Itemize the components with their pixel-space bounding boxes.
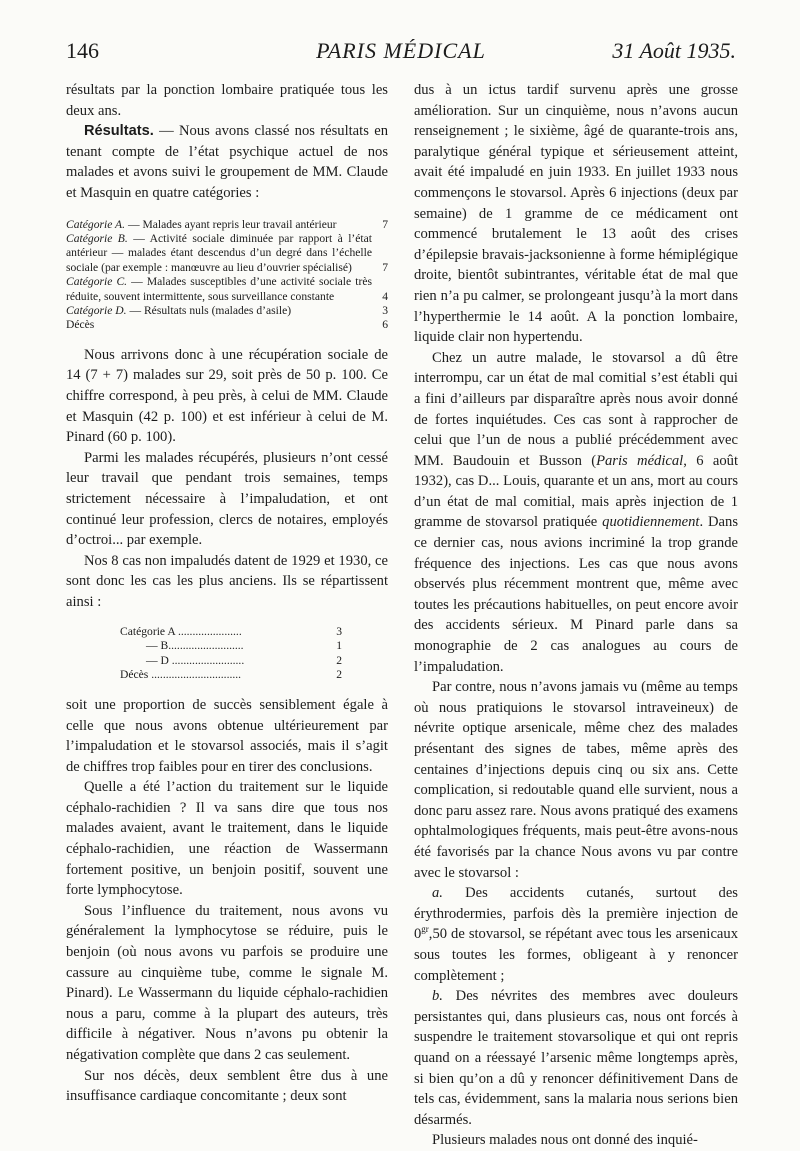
paragraph: Par contre, nous n’avons jamais vu (même au temps où nous pratiquions le stovarsol intraveineux) de névrite optique arsenicale, même chez des malades présentant des signes de tabes, même après des centaines d’injections depuis cinq ou six ans. Cette complication, si redoutable quand elle survient, nous a donc paru assez rare. Nous avons pratiqué des examens ophtalmologiques fréquents, mais peut-être avons-nous été favorisés par la chance Nous avons vu par contre avec le stovarsol : [414,679,738,881]
paragraph: résultats par la ponction lombaire pratiquée tous les deux ans. [66,82,388,119]
issue-date: 31 Août 1935. [612,38,736,63]
paragraph-text: Des accidents cutanés, surtout des érythrodermies, parfois dès la première injection de 0 [414,885,738,943]
paragraph: Parmi les malades récupérés, plusieurs n’ont cessé leur travail que pendant trois semaines, temps strictement nécessaire à l’impaludation, et ont continué leur profession, clercs de notaires, employés d’octroi... par exemple. [66,449,388,549]
category-label: Catégorie A. [66,217,126,231]
paragraph: Sur nos décès, deux semblent être dus à une insuffisance cardiaque concomitante ; deux sont [66,1067,388,1105]
paragraph-results [66,121,388,203]
list-marker: b. [432,988,443,1005]
category-label: Catégorie C. [66,275,128,289]
category-row [66,318,388,332]
category-text: — Résultats nuls (malades d’asile) [126,304,292,317]
table-value: 2 [336,653,342,667]
category-row [66,218,388,232]
category-text: — Activité sociale diminuée par rapport à l’état antérieur — malades étant descendus d’un degré dans l’échelle sociale (par exemple : manœuvre au lieu d’ouvrier spécialisé) [66,231,373,274]
category-value: 4 [382,289,388,303]
category-label: Catégorie D. [66,304,127,317]
left-column [66,80,388,1107]
category-row [66,275,388,304]
category-row [66,232,388,275]
category-text: — Malades susceptibles d’une activité sociale très réduite, souvent intermittente, sous surveillance constante [66,275,372,303]
paragraph-text: Chez un autre malade, le stovarsol a dû être interrompu, car un état de mal comitial s’est établi qui a fini d’ailleurs par disparaître après nous avoir donné de fortes inquiétudes. Ces cas sont à rapprocher de celui que l’un de nous a publié précédemment avec MM. Baudouin et Busson ( [414,349,738,469]
table-key: Catégorie A ...................... [120,624,242,638]
distribution-table [120,625,342,683]
table-row [120,625,342,640]
category-value: 6 [382,318,388,332]
category-text: — Malades ayant repris leur travail antérieur [125,217,337,231]
category-value: 7 [382,217,388,231]
category-row [66,304,388,318]
emphasis: quotidiennement [602,514,700,531]
right-column [414,80,738,1151]
paragraph: Quelle a été l’action du traitement sur le liquide céphalo-rachidien ? Il va sans dire que tous nos malades avaient, avant le traitement, dans le liquide céphalo-rachidien, une réaction de Wassermann fortement positive, un benjoin positif, souvent une forte lymphocytose. [66,779,388,899]
category-table [66,218,388,333]
list-marker: a. [432,885,443,902]
page-number: 146 [66,38,99,63]
table-key: Décès ............................... [120,668,242,682]
table-value: 2 [336,668,342,682]
paragraph-text: — Nous avons classé nos résultats en tenant compte de l’état psychique actuel de nos malades et avons suivi le groupement de MM. Claude et Masquin en quatre catégories : [66,123,388,201]
list-item [414,986,738,1130]
page-header [66,38,736,72]
table-value: 1 [336,639,342,653]
paragraph: dus à un ictus tardif survenu après une grosse amélioration. Sur un cinquième, nous n’avons aucun renseignement ; le sixième, âgé de quarante-trois ans, paralytique général typique et sérieusement atteint, avait été impaludé en juin 1933. En juillet 1933 nous commençons le stovarsol. Après 6 injections (deux par semaine) de 1 gramme de ce médicament ont commencé brutalement le 13 août des crises d’épilepsie bravais-jacksonienne à forme hémiplégique droite, bientôt subintrantes, véritable état de mal que rien n’a pu calmer, se prolongeant jusqu’à la mort dans l’hyperthermie le 14 août. A la ponction lombaire, liquide clair non hypertendu. [414,82,738,346]
table-value: 3 [336,624,342,638]
table-row [120,668,342,683]
paragraph: Plusieurs malades nous ont donné des inquié- [432,1132,698,1149]
paragraph-text: ,50 de stovarsol, se répétant avec tous les arsenicaux sous toutes les formes, obligeant à y renoncer complètement ; [414,926,738,984]
journal-reference: Paris médical [596,452,684,469]
list-item [414,883,738,986]
paragraph: Sous l’influence du traitement, nous avons vu généralement la lymphocytose se réduire, puis le benjoin (où nous avons vu parfois se produire une cassure au cinquième tube, comme le signale M. Pinard). Le Wassermann du liquide céphalo-rachidien nous a paru, comme à la plupart des auteurs, très difficile à négativer. Nous n’avons pu obtenir la négativation complète que dans 2 cas seulement. [66,902,388,1063]
category-label: Catégorie B. [66,231,128,245]
section-heading: Résultats. [84,123,154,140]
paragraph: soit une proportion de succès sensiblement égale à celle que nous avons obtenue ultérieurement par l’impaludation et le stovarsol associés, mais il s’agit de chiffres trop faibles pour en tirer des conclusions. [66,696,388,775]
category-value: 7 [382,260,388,274]
journal-title: PARIS MÉDICAL [316,38,486,63]
paragraph [414,348,738,678]
paragraph-text: Des névrites des membres avec douleurs persistantes qui, dans plusieurs cas, nous ont forcés à suspendre le traitement stovarsolique et qui ont repris quand on a réessayé l’arsenic même longtemps après, si bien qu’on a dû y renoncer définitivement Dans de tels cas, évidemment, sans la malaria nous serions bien désarmés. [414,988,738,1128]
table-row [120,639,342,654]
category-value: 3 [382,304,388,317]
category-text: Décès [66,318,95,332]
paragraph: Nos 8 cas non impaludés datent de 1929 et 1930, ce sont donc les cas les plus anciens. Ils se répartissent ainsi : [66,552,388,610]
paragraph-text: . Dans ce dernier cas, nous avions incriminé la trop grande fréquence des injections. Les cas que nous avons observés plus récemment montrent que, même avec toutes les précautions habituelles, on peut encore avoir des accidents sérieux. M Pinard parle dans sa monographie de 2 cas analogues au cours de l’impaludation. [414,514,738,675]
unit-superscript: gr [421,924,429,935]
paragraph-text: , 6 août 1932), cas D... Louis, quarante et un ans, mort au cours d’un état de mal comitial, mais après injection de 1 gramme de stovarsol pratiquée [414,452,738,531]
table-key: — B.......................... [146,639,244,653]
table-key: — D ......................... [146,653,245,667]
paragraph: Nous arrivons donc à une récupération sociale de 14 (7 + 7) malades sur 29, soit près de 50 p. 100. Ce chiffre correspond, à peu près, à celui de MM. Claude et Masquin (42 p. 100) et est inférieur à celui de M. Pinard (60 p. 100). [66,346,388,446]
table-row [120,654,342,669]
